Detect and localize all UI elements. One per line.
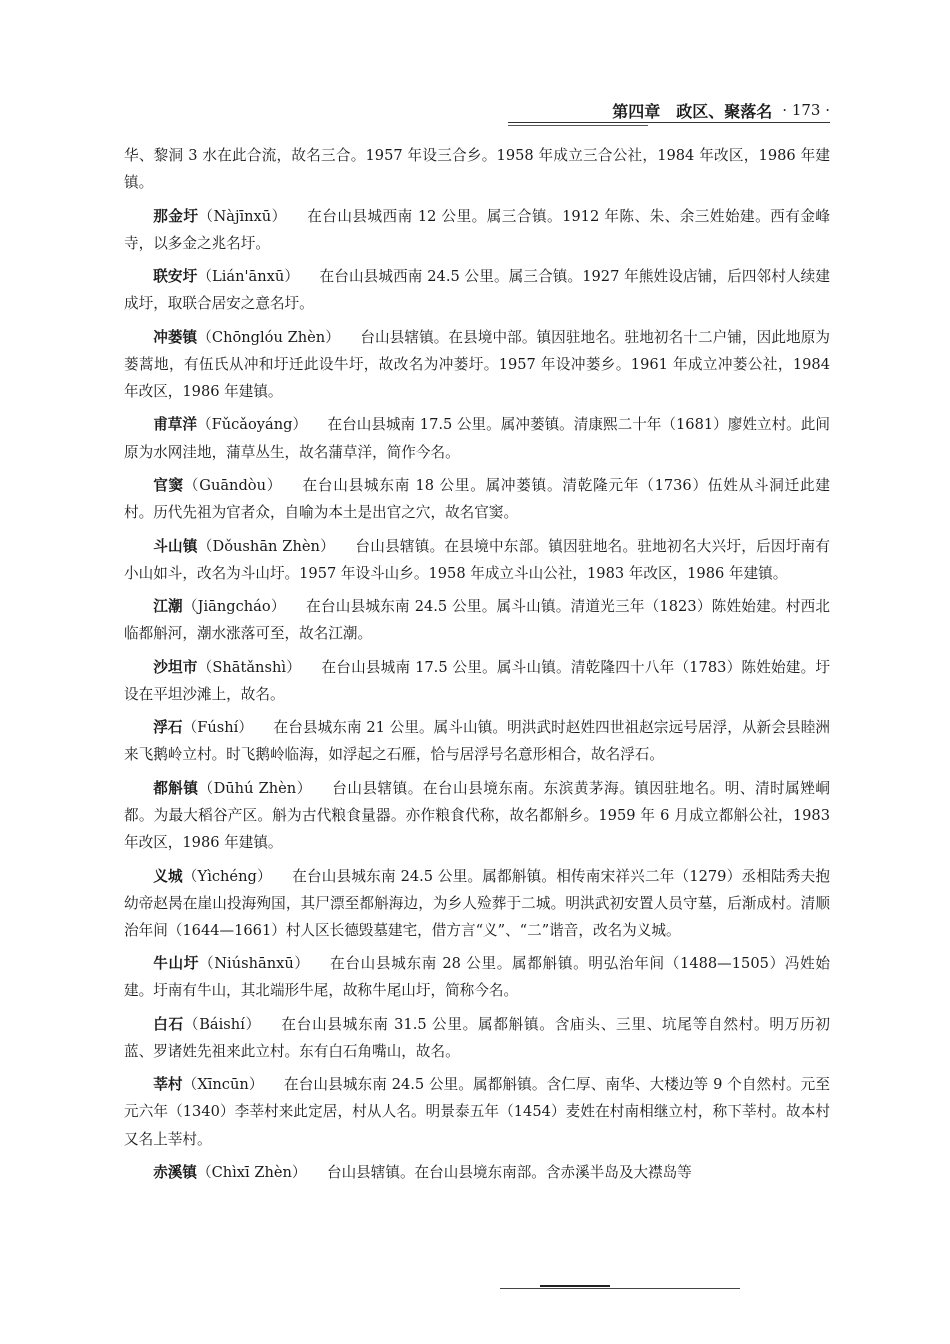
entry-term: 白石 — [153, 1015, 184, 1033]
entry-pinyin: （Fúshí） — [182, 719, 254, 737]
entry-pinyin: （Fǔcǎoyáng） — [197, 416, 308, 434]
entry-list — [124, 203, 830, 1187]
page-body — [124, 142, 830, 1193]
header-rule-short — [508, 125, 648, 126]
entry-text: 台山县辖镇。在台山县境东南部。含赤溪半岛及大襟岛等 — [326, 1164, 692, 1182]
entry-term: 江潮 — [153, 598, 183, 616]
entry-pinyin: （Chōnglóu Zhèn） — [197, 328, 340, 346]
entry-text: 在台山县城东南 24.5 公里。属都斛镇。含仁厚、南华、大楼边等 9 个自然村。元至元六年（1340）李莘村来此定居，村从人名。明景泰五年（1454）麦姓在村南相继立村，称下莘村。故本村又名上莘村。 — [124, 1076, 830, 1148]
entry-pinyin: （Yìchéng） — [182, 867, 272, 885]
entry-paragraph — [124, 714, 830, 768]
header-rule — [508, 122, 830, 123]
entry-pinyin: （Xīncūn） — [182, 1076, 264, 1094]
entry-term: 莘村 — [153, 1076, 183, 1094]
entry-pinyin: （Lián'ānxū） — [197, 268, 300, 286]
entry-pinyin: （Chìxī Zhèn） — [196, 1164, 307, 1182]
entry-paragraph — [124, 203, 830, 257]
entry-pinyin: （Dūhú Zhèn） — [198, 779, 312, 797]
entry-pinyin: （Guāndòu） — [183, 476, 283, 494]
entry-text: 在台山县城南 17.5 公里。属冲蒌镇。清康熙二十年（1681）廖姓立村。此间原为水网洼地，蒲草丛生，故名蒲草洋，简作今名。 — [124, 416, 830, 461]
intro-paragraph: 华、黎洞 3 水在此合流，故名三合。1957 年设三合乡。1958 年成立三合公社，1984 年改区，1986 年建镇。 — [124, 147, 830, 192]
entry-text: 在台山县城东南 24.5 公里。属都斛镇。相传南宋祥兴二年（1279）丞相陆秀夫抱幼帝赵昺在崖山投海殉国，其尸漂至都斛海边，为乡人殓葬于二城。明洪武初安置人员守墓，后渐成村。清顺治年间（1644—1661）村人区长德毁墓建宅，借方言“义”、“二”谐音，改名为义城。 — [124, 867, 830, 939]
entry-term: 沙坦市 — [153, 658, 198, 676]
entry-paragraph — [124, 863, 830, 944]
page-number: · 173 · — [782, 101, 830, 119]
entry-term: 赤溪镇 — [153, 1164, 197, 1182]
entry-term: 甫草洋 — [153, 416, 197, 434]
entry-text: 在台山县城西南 24.5 公里。属三合镇。1927 年熊姓设店铺，后四邻村人续建成圩，取联合居安之意名圩。 — [124, 268, 830, 313]
entry-pinyin: （Niúshānxū） — [199, 955, 310, 973]
entry-paragraph — [124, 593, 830, 647]
entry-text: 在台山县城西南 12 公里。属三合镇。1912 年陈、朱、余三姓始建。西有金峰寺，以多金之兆名圩。 — [124, 207, 830, 252]
entry-text: 在台山县城南 17.5 公里。属斗山镇。清乾隆四十八年（1783）陈姓始建。圩设在平坦沙滩上，故名。 — [124, 658, 830, 703]
entry-term: 义城 — [153, 867, 183, 885]
entry-paragraph — [124, 1159, 830, 1186]
footer-rule — [500, 1288, 740, 1289]
chapter-title: 第四章 政区、聚落名 — [612, 101, 773, 121]
entry-text: 在台山县城东南 28 公里。属都斛镇。明弘治年间（1488—1505）冯姓始建。圩南有牛山，其北端形牛尾，故称牛尾山圩，简称今名。 — [124, 955, 830, 1000]
entry-text: 台山县辖镇。在台山县境东南。东滨黄茅海。镇因驻地名。明、清时属矬峒都。为最大稻谷产区。斛为古代粮食量器。亦作粮食代称，故名都斛乡。1959 年 6 月成立都斛公社，1983 年改区，1986 年建镇。 — [124, 779, 830, 852]
entry-paragraph — [124, 533, 830, 587]
entry-paragraph — [124, 472, 830, 526]
entry-text: 在台山县城东南 24.5 公里。属斗山镇。清道光三年（1823）陈姓始建。村西北临都斛河，潮水涨落可至，故名江潮。 — [124, 598, 830, 643]
entry-text: 台山县辖镇。在县境中东部。镇因驻地名。驻地初名大兴圩，后因圩南有小山如斗，改名为斗山圩。1957 年设斗山乡。1958 年成立斗山公社，1983 年改区，1986 年建镇。 — [124, 537, 830, 582]
entry-pinyin: （Nàjīnxū） — [198, 207, 287, 225]
entry-paragraph — [124, 411, 830, 465]
entry-paragraph — [124, 1071, 830, 1152]
entry-paragraph — [124, 1011, 830, 1065]
entry-term: 浮石 — [153, 719, 183, 737]
entry-text: 台山县辖镇。在县境中部。镇因驻地名。驻地初名十二户铺，因此地原为蒌蒿地，有伍氏从冲和圩迁此设牛圩，故改名为冲蒌圩。1957 年设冲蒌乡。1961 年成立冲蒌公社，1984 年改区，1986 年建镇。 — [124, 328, 830, 400]
entry-paragraph — [124, 654, 830, 708]
entry-pinyin: （Shātǎnshì） — [197, 658, 302, 676]
entry-text: 在台山县城东南 31.5 公里。属都斛镇。含庙头、三里、坑尾等自然村。明万历初蓝、罗诸姓先祖来此立村。东有白石角嘴山，故名。 — [124, 1015, 831, 1060]
entry-paragraph — [124, 950, 830, 1004]
entry-term: 冲蒌镇 — [153, 328, 198, 346]
entry-text: 在台山县城东南 18 公里。属冲蒌镇。清乾隆元年（1736）伍姓从斗洞迁此建村。历代先祖为官者众，自喻为本土是出官之穴，故名官窦。 — [124, 476, 830, 522]
entry-term: 斗山镇 — [153, 537, 198, 555]
entry-term: 都斛镇 — [153, 779, 199, 797]
entry-paragraph — [124, 775, 830, 856]
entry-pinyin: （Jiāngcháo） — [182, 598, 286, 616]
entry-pinyin: （Dǒushān Zhèn） — [197, 537, 335, 555]
entry-text: 在台县城东南 21 公里。属斗山镇。明洪武时赵姓四世祖赵宗远号居浮，从新会县睦洲来飞鹅岭立村。时飞鹅岭临海，如浮起之石雁，恰与居浮号名意形相合，故名浮石。 — [124, 719, 830, 764]
entry-term: 联安圩 — [153, 268, 198, 286]
entry-term: 那金圩 — [153, 207, 199, 225]
entry-paragraph — [124, 324, 830, 405]
entry-term: 牛山圩 — [153, 955, 200, 973]
entry-term: 官窦 — [153, 476, 184, 494]
entry-paragraph — [124, 263, 830, 317]
footer-rule-bold — [540, 1285, 610, 1287]
entry-pinyin: （Báishí） — [183, 1015, 261, 1033]
